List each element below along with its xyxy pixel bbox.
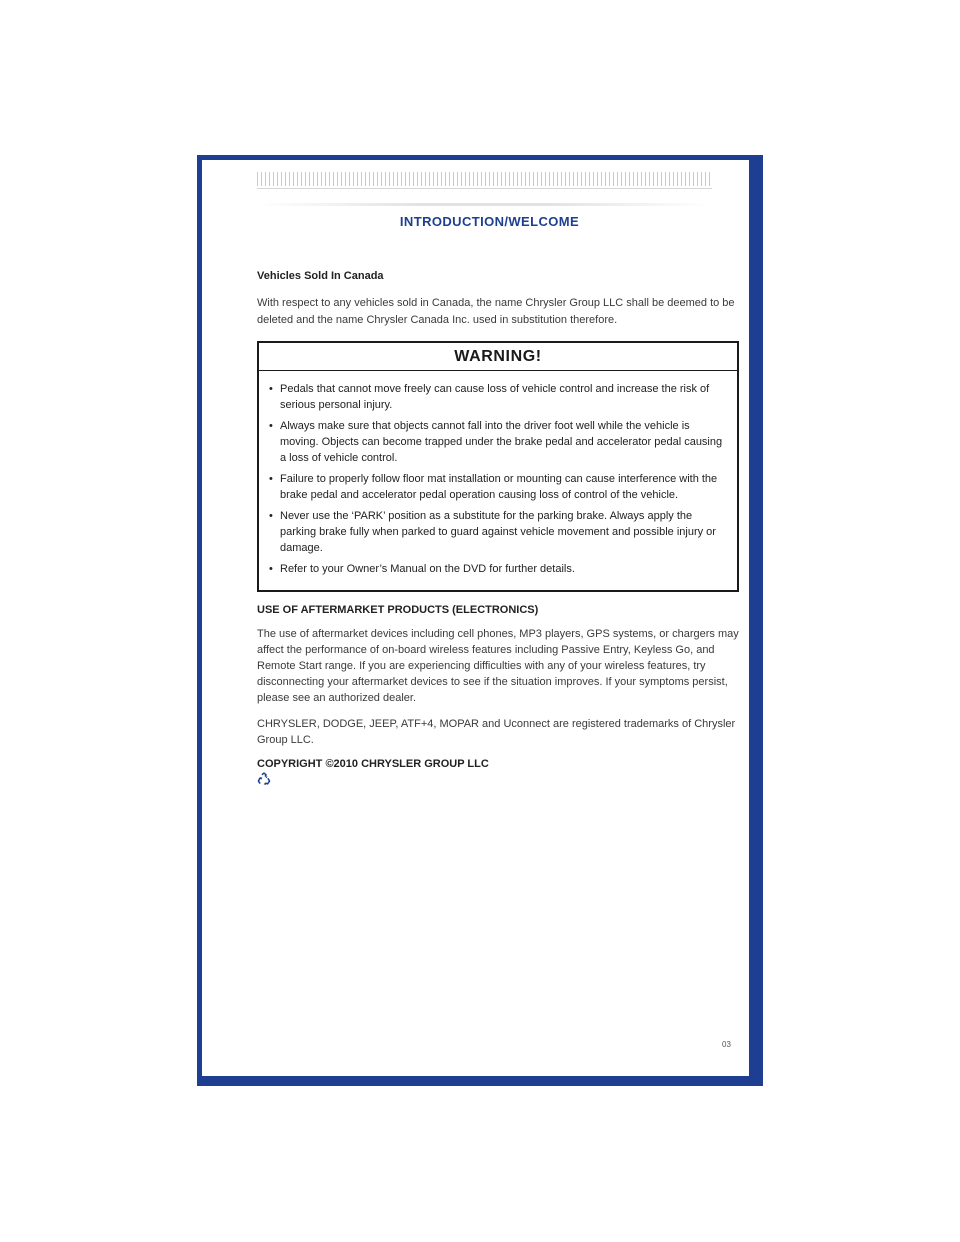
header-rule [257,188,712,189]
warning-item-text: Always make sure that objects cannot fall into the driver foot well while the vehicle is moving. Objects can become trapped under the brake pedal and accelerator pedal causing a loss of vehicle control. [280,420,723,464]
recycle-icon [257,772,271,786]
trademarks-paragraph: CHRYSLER, DODGE, JEEP, ATF+4, MOPAR and Uconnect are registered trademarks of Chrysler Group LLC. [257,718,736,746]
copyright-notice: COPYRIGHT ©2010 CHRYSLER GROUP LLC [257,758,489,770]
warning-title: WARNING! [259,343,737,371]
bullet-icon: • [269,420,273,432]
warning-item-text: Pedals that cannot move freely can cause loss of vehicle control and increase the risk of serious personal injury. [280,383,710,411]
aftermarket-paragraph: The use of aftermarket devices including cell phones, MP3 players, GPS systems, or chargers may affect the performance of on-board wireless features including Passive Entry, Keyless Go, and Remote Start range. If you are experiencing difficulties with any of your wireless features, try disconnecting your aftermarket devices to see if the situation improves. If your symptoms persist, please see an authorized dealer. [257,628,739,704]
warning-item [269,561,723,577]
warning-item [269,508,723,556]
bullet-icon: • [269,563,273,575]
section-title: INTRODUCTION/WELCOME [399,214,580,229]
header-band [257,203,712,206]
warning-item-text: Failure to properly follow floor mat installation or mounting can cause interference with the brake pedal and accelerator pedal operation causing loss of control of the vehicle. [280,473,718,501]
header-tick-strip [257,172,712,186]
warning-item-text: Refer to your Owner’s Manual on the DVD for further details. [280,563,575,575]
warning-item-text: Never use the ‘PARK’ position as a substitute for the parking brake. Always apply the parking brake fully when parked to guard against vehicle movement and possible injury or damage. [280,510,716,554]
warning-item [269,418,723,466]
warning-list [259,371,737,590]
canada-subhead: Vehicles Sold In Canada [257,270,384,282]
page-content [257,270,739,786]
canada-paragraph: With respect to any vehicles sold in Canada, the name Chrysler Group LLC shall be deemed to be deleted and the name Chrysler Canada Inc. used in substitution therefore. [257,297,735,326]
bullet-icon: • [269,510,273,522]
warning-box [257,341,739,592]
warning-item [269,381,723,413]
page [202,160,749,1076]
page-number: 03 [722,1040,731,1049]
page-frame [197,155,763,1086]
bullet-icon: • [269,383,273,395]
bullet-icon: • [269,473,273,485]
aftermarket-heading: USE OF AFTERMARKET PRODUCTS (ELECTRONICS) [257,604,539,616]
warning-item [269,471,723,503]
